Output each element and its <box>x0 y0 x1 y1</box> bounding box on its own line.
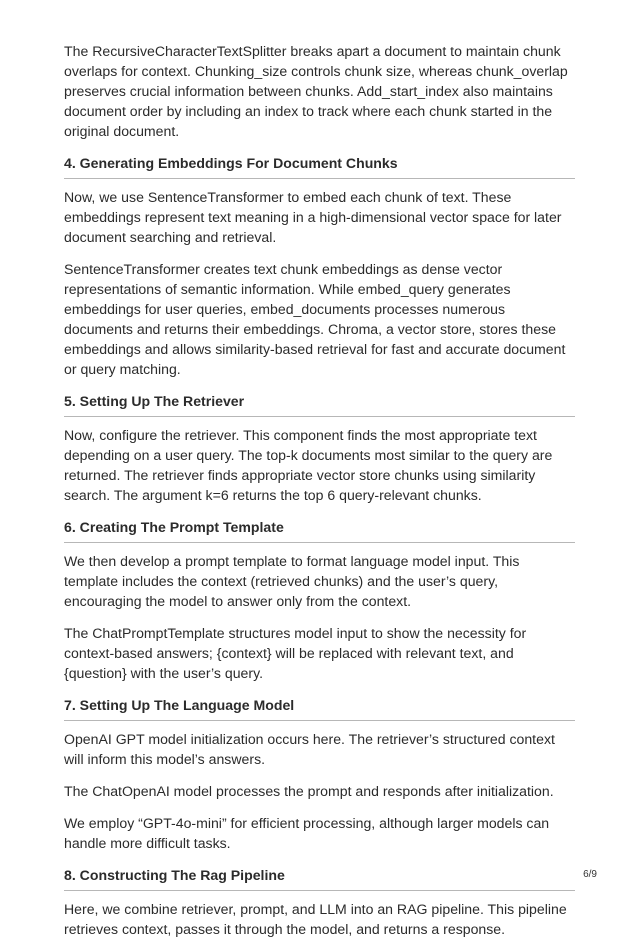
section-paragraph: We employ “GPT-4o-mini” for efficient processing, although larger models can handle more difficult tasks. <box>64 815 550 851</box>
page-number: 6/9 <box>583 869 597 880</box>
section-paragraph: The ChatOpenAI model processes the prompt and responds after initialization. <box>64 783 554 799</box>
section-heading: 4. Generating Embeddings For Document Chunks <box>64 153 575 179</box>
section-heading: 5. Setting Up The Retriever <box>64 391 575 417</box>
section-paragraph: We then develop a prompt template to format language model input. This template includes the context (retrieved chunks) and the user’s query, encouraging the model to answer only from the context. <box>64 553 520 609</box>
section-heading: 8. Constructing The Rag Pipeline <box>64 865 575 891</box>
section-6 <box>64 517 575 683</box>
section-paragraph: SentenceTransformer creates text chunk embeddings as dense vector representations of semantic information. While embed_query generates embeddings for user queries, embed_documents processes numerous documents and returns their embeddings. Chroma, a vector store, stores these embeddings and allows similarity-based retrieval for fast and accurate document or query matching. <box>64 261 566 377</box>
section-paragraph: OpenAI GPT model initialization occurs here. The retriever’s structured context will inform this model’s answers. <box>64 731 555 767</box>
section-5 <box>64 391 575 505</box>
section-heading: 6. Creating The Prompt Template <box>64 517 575 543</box>
section-paragraph: Now, configure the retriever. This component finds the most appropriate text depending on a user query. The top-k documents most similar to the query are returned. The retriever finds appropriate vector store chunks using similarity search. The argument k=6 returns the top 6 query-relevant chunks. <box>64 427 553 503</box>
section-paragraph: Here, we combine retriever, prompt, and LLM into an RAG pipeline. This pipeline retrieves context, passes it through the model, and returns a response. <box>64 901 567 937</box>
section-4 <box>64 153 575 379</box>
section-7 <box>64 695 575 853</box>
section-paragraph: The ChatPromptTemplate structures model input to show the necessity for context-based answers; {context} will be replaced with relevant text, and {question} with the user’s query. <box>64 625 527 681</box>
section-heading: 7. Setting Up The Language Model <box>64 695 575 721</box>
section-paragraph: Now, we use SentenceTransformer to embed each chunk of text. These embeddings represent text meaning in a high-dimensional vector space for later document searching and retrieval. <box>64 189 562 245</box>
document-page <box>64 41 575 951</box>
section-8 <box>64 865 575 939</box>
intro-paragraph: The RecursiveCharacterTextSplitter breaks apart a document to maintain chunk overlaps for context. Chunking_size controls chunk size, whereas chunk_overlap preserves crucial information between chunks. Add_start_index also maintains document order by including an index to track where each chunk started in the original document. <box>64 43 568 139</box>
